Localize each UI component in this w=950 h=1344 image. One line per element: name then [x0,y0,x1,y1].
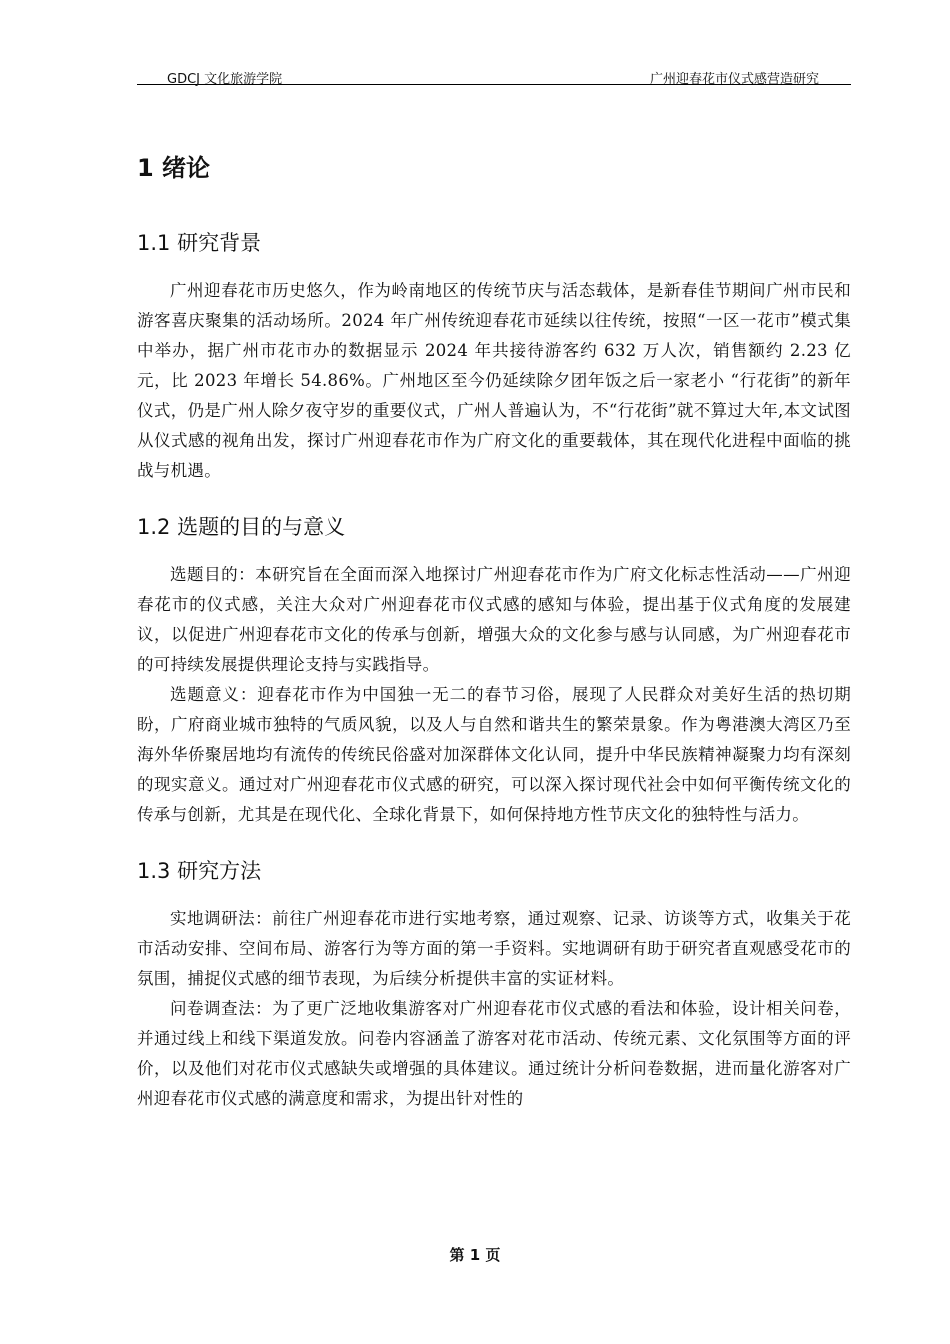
section-heading: 1.3 研究方法 [137,859,262,883]
page-body [137,148,851,1114]
paragraph: 广州迎春花市历史悠久，作为岭南地区的传统节庆与活态载体，是新春佳节期间广州市民和游客喜庆聚集的活动场所。2024 年广州传统迎春花市延续以往传统，按照“一区一花市”模式集中举办，据广州市花市办的数据显示 2024 年共接待游客约 632 万人次，销售额约 2.23 亿元，比 2023 年增长 54.86%。广州地区至今仍延续除夕团年饭之后一家老小 “行花街”的新年仪式，仍是广州人除夕夜守岁的重要仪式，广州人普遍认为，不“行花街”就不算过大年,本文试图从仪式感的视角出发，探讨广州迎春花市作为广府文化的重要载体，其在现代化进程中面临的挑战与机遇。 [137,281,851,480]
header-paper-title: 广州迎春花市仪式感营造研究 [649,72,819,87]
section-purpose-significance [137,512,851,830]
page-number: 第 1 页 [449,1246,501,1264]
paragraph: 实地调研法：前往广州迎春花市进行实地考察，通过观察、记录、访谈等方式，收集关于花市活动安排、空间布局、游客行为等方面的第一手资料。实地调研有助于研究者直观感受花市的氛围，捕捉仪式感的细节表现，为后续分析提供丰富的实证材料。 [137,909,851,988]
header-institution: GDCJ 文化旅游学院 [167,72,283,87]
paragraph: 选题目的：本研究旨在全面而深入地探讨广州迎春花市作为广府文化标志性活动——广州迎春花市的仪式感，关注大众对广州迎春花市仪式感的感知与体验，提出基于仪式角度的发展建议，以促进广州迎春花市文化的传承与创新，增强大众的文化参与感与认同感，为广州迎春花市的可持续发展提供理论支持与实践指导。 [137,565,851,674]
paragraph: 问卷调查法：为了更广泛地收集游客对广州迎春花市仪式感的看法和体验，设计相关问卷，并通过线上和线下渠道发放。问卷内容涵盖了游客对花市活动、传统元素、文化氛围等方面的评价，以及他们对花市仪式感缺失或增强的具体建议。通过统计分析问卷数据，进而量化游客对广州迎春花市仪式感的满意度和需求，为提出针对性的 [137,999,851,1108]
page-header [137,66,851,85]
chapter-title: 1 绪论 [137,154,211,182]
section-research-background [137,228,851,486]
section-heading: 1.2 选题的目的与意义 [137,515,346,539]
section-heading: 1.1 研究背景 [137,231,262,255]
section-research-methods [137,856,851,1114]
paragraph: 选题意义：迎春花市作为中国独一无二的春节习俗，展现了人民群众对美好生活的热切期盼，广府商业城市独特的气质风貌，以及人与自然和谐共生的繁荣景象。作为粤港澳大湾区乃至海外华侨聚居地均有流传的传统民俗盛对加深群体文化认同，提升中华民族精神凝聚力均有深刻的现实意义。通过对广州迎春花市仪式感的研究，可以深入探讨现代社会中如何平衡传统文化的传承与创新，尤其是在现代化、全球化背景下，如何保持地方性节庆文化的独特性与活力。 [137,685,851,824]
